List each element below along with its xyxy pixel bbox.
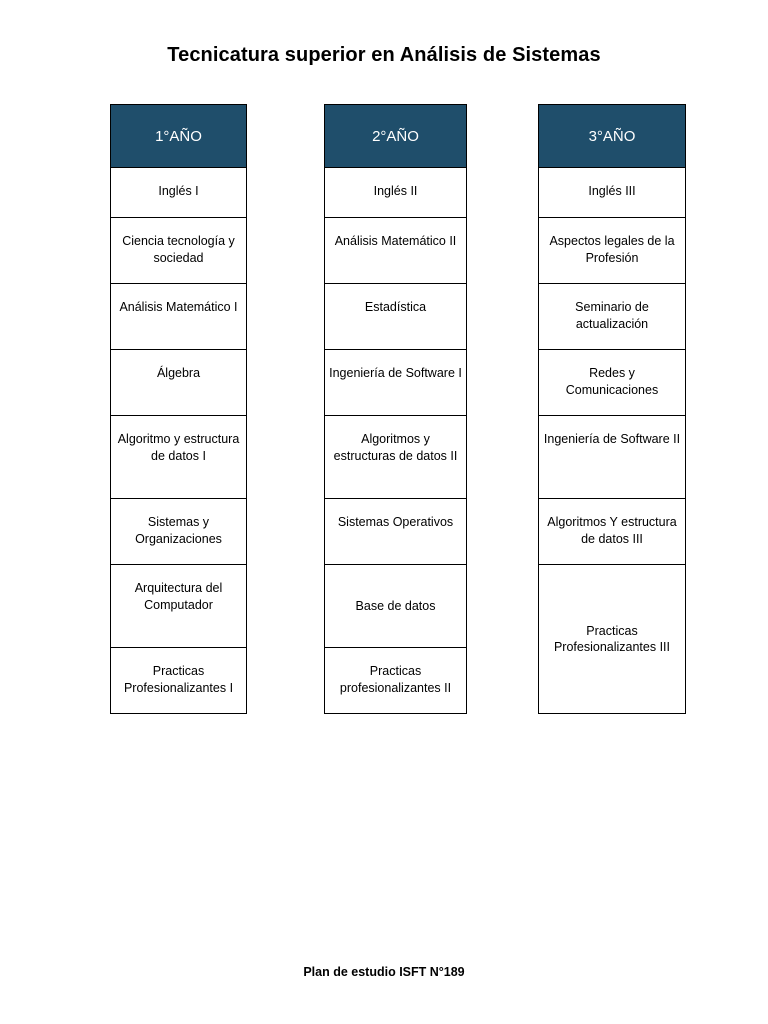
year-column-2 <box>324 104 467 714</box>
subject-cell: Inglés III <box>539 168 685 218</box>
year-column-3 <box>538 104 686 714</box>
subject-cell: Sistemas y Organizaciones <box>111 499 246 565</box>
subject-cell: Análisis Matemático I <box>111 284 246 350</box>
subject-cell: Seminario de actualización <box>539 284 685 350</box>
year-header-3: 3°AÑO <box>539 105 685 168</box>
subject-cell: Aspectos legales de la Profesión <box>539 218 685 284</box>
subject-cell: Inglés I <box>111 168 246 218</box>
year-header-2: 2°AÑO <box>325 105 466 168</box>
subject-cell: Álgebra <box>111 350 246 416</box>
subject-cell: Algoritmos Y estructura de datos III <box>539 499 685 565</box>
subject-cell: Análisis Matemático II <box>325 218 466 284</box>
page-title: Tecnicatura superior en Análisis de Sistemas <box>167 44 601 66</box>
subject-cell: Arquitectura del Computador <box>111 565 246 648</box>
subject-cell: Redes y Comunicaciones <box>539 350 685 416</box>
subject-cell: Ciencia tecnología y sociedad <box>111 218 246 284</box>
year-column-1 <box>110 104 247 714</box>
subject-cell: Inglés II <box>325 168 466 218</box>
subject-cell: Practicas Profesionalizantes III <box>539 565 685 714</box>
subject-cell: Estadística <box>325 284 466 350</box>
subject-cell: Base de datos <box>325 565 466 648</box>
subject-cell: Practicas Profesionalizantes I <box>111 648 246 714</box>
subject-cell: Ingeniería de Software I <box>325 350 466 416</box>
subject-cell: Ingeniería de Software II <box>539 416 685 499</box>
subject-cell: Algoritmos y estructuras de datos II <box>325 416 466 499</box>
subject-cell: Sistemas Operativos <box>325 499 466 565</box>
footer-note: Plan de estudio ISFT N°189 <box>303 965 465 979</box>
subject-cell: Practicas profesionalizantes II <box>325 648 466 714</box>
year-header-1: 1°AÑO <box>111 105 246 168</box>
subject-cell: Algoritmo y estructura de datos I <box>111 416 246 499</box>
